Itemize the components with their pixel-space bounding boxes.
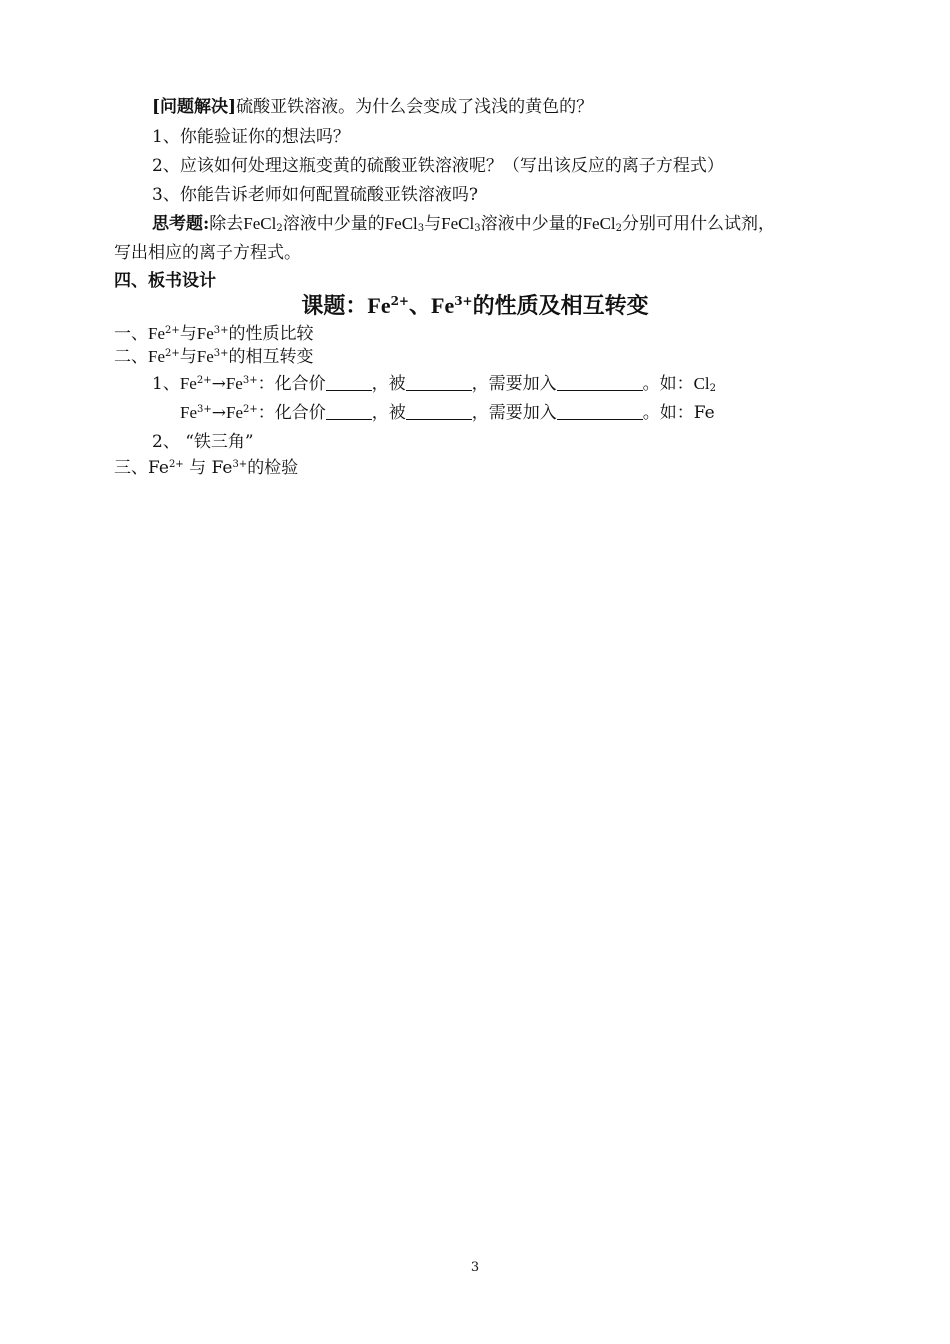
problem-label: [问题解决] xyxy=(152,97,237,117)
question-2: 2、应该如何处理这瓶变黄的硫酸亚铁溶液呢？（写出该反应的离子方程式） xyxy=(152,156,724,176)
problem-line xyxy=(152,96,593,118)
blank-reagent-2[interactable] xyxy=(557,403,643,420)
question-1: 1、你能验证你的想法吗？ xyxy=(152,127,350,147)
conversion-row-2: $Fe^{3+}\to Fe^{2+}$：化合价 ，被 ，需要加入 。如：Fe xyxy=(180,403,715,423)
problem-text: 硫酸亚铁溶液。为什么会变成了浅浅的黄色的？ xyxy=(236,97,594,117)
question-3: 3、你能告诉老师如何配置硫酸亚铁溶液吗? xyxy=(152,185,478,205)
board-item-1: 一、$Fe^{2+}$与$Fe^{3+}$的性质比较 xyxy=(114,324,314,344)
blank-process-1[interactable] xyxy=(406,374,472,391)
blank-reagent-1[interactable] xyxy=(557,374,643,391)
board-item-3: 三、$Fe^{2+}$ 与 $Fe^{3+}$的检验 xyxy=(114,458,299,478)
blank-valence-2[interactable] xyxy=(326,403,372,420)
thinking-line-2: 写出相应的离子方程式。 xyxy=(114,243,301,263)
page-number: 3 xyxy=(470,1260,480,1275)
board-item-2: 二、$Fe^{2+}$与$Fe^{3+}$的相互转变 xyxy=(114,347,314,367)
blank-process-2[interactable] xyxy=(406,403,472,420)
iron-triangle: 2、 “铁三角” xyxy=(152,432,254,452)
thinking-line-1: 思考题:除去FeCl$_2$溶液中少量的FeCl$_3$与FeCl$_3$溶液中少量的FeCl$_2$分别可用什么试剂， xyxy=(152,214,776,234)
blank-valence-1[interactable] xyxy=(326,374,372,391)
thinking-label: 思考题: xyxy=(152,214,210,234)
conversion-row-1: 1、$Fe^{2+}\to Fe^{3+}$：化合价 ，被 ，需要加入 。如：$Cl_2$ xyxy=(152,374,717,394)
section-4-heading: 四、板书设计 xyxy=(114,271,216,291)
board-title: 课题：$Fe^{2+}$、$Fe^{3+}$的性质及相互转变 xyxy=(301,293,649,319)
